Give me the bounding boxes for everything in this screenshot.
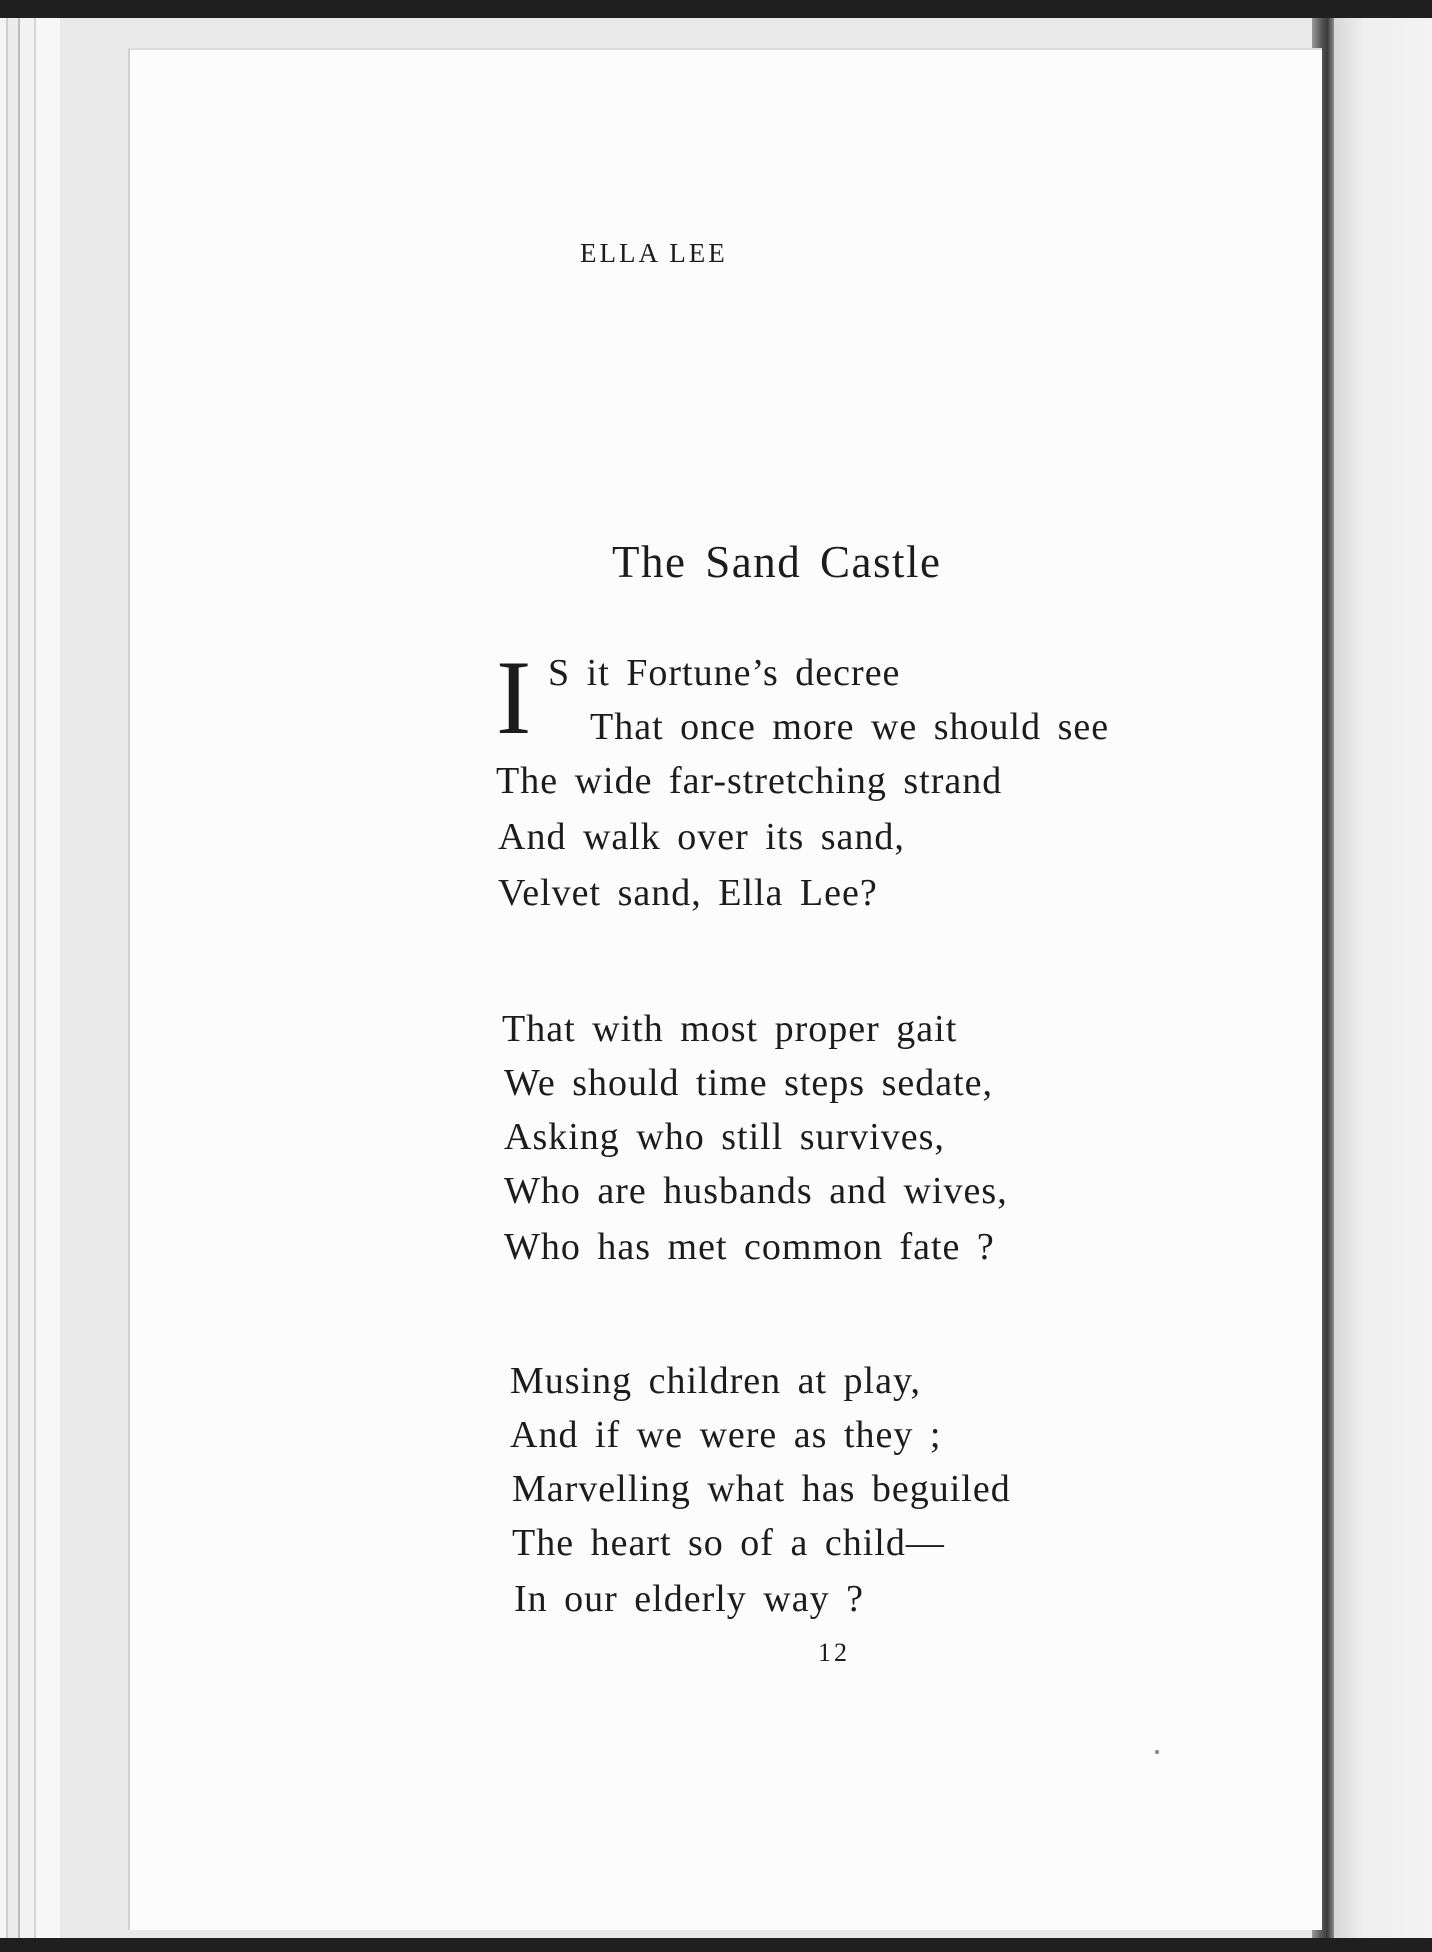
- poem-line: Asking who still survives,: [504, 1116, 945, 1158]
- poem-line: Who has met common fate ?: [504, 1226, 995, 1268]
- poem-line: The wide far-stretching strand: [496, 760, 1003, 802]
- poem-line: Velvet sand, Ella Lee?: [498, 872, 878, 914]
- book-page: [128, 48, 1322, 1930]
- poem-line: Who are husbands and wives,: [504, 1170, 1008, 1212]
- poem-line: That with most proper gait: [502, 1008, 958, 1050]
- poem-line: Marvelling what has beguiled: [512, 1468, 1011, 1510]
- paper-speck: [1155, 1750, 1159, 1754]
- facing-page-edge: [1334, 18, 1432, 1938]
- poem-line: The heart so of a child—: [512, 1522, 945, 1564]
- poem-line: That once more we should see: [590, 706, 1110, 748]
- poem-line: S it Fortune’s decree: [548, 652, 901, 694]
- poem-line: In our elderly way ?: [514, 1578, 864, 1620]
- poem-line: We should time steps sedate,: [504, 1062, 994, 1104]
- poem-line: Musing children at play,: [510, 1360, 922, 1402]
- poem-line: And walk over its sand,: [498, 816, 905, 858]
- poem-title: The Sand Castle: [612, 537, 942, 587]
- running-head: ELLA LEE: [580, 238, 728, 268]
- poem-line: And if we were as they ;: [510, 1414, 942, 1456]
- drop-cap: I: [496, 639, 532, 756]
- page-number: 12: [818, 1638, 850, 1667]
- stacked-page-edges: [0, 18, 60, 1938]
